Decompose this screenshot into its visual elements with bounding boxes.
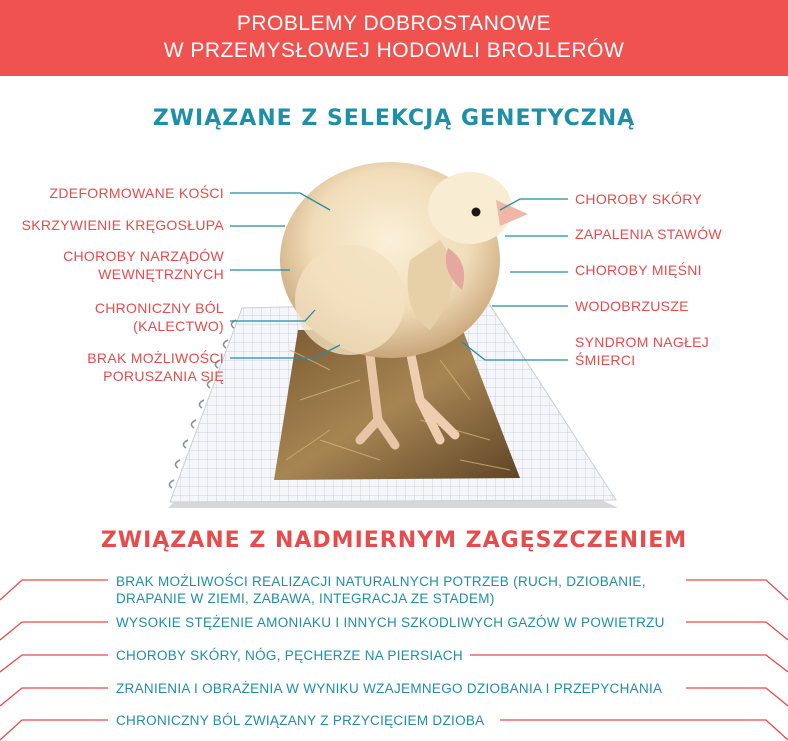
label-line: (KALECTWO) (133, 318, 224, 334)
left-label-spine-curvature (22, 216, 224, 234)
right-label-muscle-diseases (575, 261, 702, 279)
item-line: CHOROBY SKÓRY, NÓG, PĘCHERZE NA PIERSIACH (116, 648, 463, 663)
connector-right-1 (500, 199, 568, 210)
density-item-ammonia (116, 614, 665, 631)
density-line-right-3 (470, 655, 788, 672)
header-title-line-2: W PRZEMYSŁOWEJ HODOWLI BROJLERÓW (163, 39, 625, 62)
label-line: ZDEFORMOWANE KOŚCI (49, 185, 224, 201)
density-line-right-4 (686, 688, 788, 706)
density-line-right-5 (500, 720, 788, 740)
density-item-injuries (116, 680, 662, 697)
label-line: CHOROBY MIĘŚNI (575, 262, 702, 278)
right-label-ascites (575, 297, 689, 315)
density-line-left-4 (0, 688, 108, 706)
label-line: BRAK MOŻLIWOŚCI (87, 350, 224, 366)
density-line-left-1 (0, 580, 108, 600)
left-label-immobility (87, 349, 224, 385)
item-line: ZRANIENIA I OBRAŻENIA W WYNIKU WZAJEMNEGO DZIOBANIA I PRZEPYCHANIA (116, 681, 663, 696)
label-line: ŚMIERCI (575, 352, 636, 368)
left-label-deformed-bones (50, 184, 224, 202)
label-line: WEWNĘTRZNYCH (98, 266, 224, 282)
density-line-left-2 (0, 622, 108, 640)
connector-left-1 (230, 193, 330, 210)
label-line: CHRONICZNY BÓL (94, 300, 224, 316)
density-line-right-1 (686, 580, 788, 600)
density-section-title: ZWIĄZANE Z NADMIERNYM ZAGĘSZCZENIEM (100, 528, 688, 553)
label-line: ZAPALENIA STAWÓW (575, 226, 722, 242)
density-line-right-2 (686, 622, 788, 640)
label-line: WODOBRZUSZE (575, 298, 689, 314)
label-line: SYNDROM NAGŁEJ (575, 334, 710, 350)
right-label-skin-diseases (575, 190, 702, 208)
connector-left-4 (230, 310, 315, 321)
density-item-skin-legs-blisters (116, 647, 463, 664)
item-line: BRAK MOŻLIWOŚCI REALIZACJI NATURALNYCH POTRZEB (RUCH, DZIOBANIE, (116, 574, 646, 589)
genetic-section-title: ZWIĄZANE Z SELEKCJĄ GENETYCZNĄ (152, 106, 636, 131)
density-item-beak-trimming-pain (116, 712, 484, 729)
label-line: CHOROBY NARZĄDÓW (63, 248, 224, 264)
left-label-chronic-pain (95, 299, 224, 335)
connector-left-5 (230, 345, 340, 358)
item-line: CHRONICZNY BÓL ZWIĄZANY Z PRZYCIĘCIEM DZIOBA (116, 713, 485, 728)
connector-right-5 (462, 342, 568, 360)
density-line-left-3 (0, 655, 108, 672)
item-line: WYSOKIE STĘŻENIE AMONIAKU I INNYCH SZKODLIWYCH GAZÓW W POWIETRZU (116, 615, 665, 630)
density-item-natural-needs (116, 573, 646, 607)
label-line: SKRZYWIENIE KRĘGOSŁUPA (21, 217, 224, 233)
right-label-sudden-death (575, 333, 709, 369)
item-line: DRAPANIE W ZIEMI, ZABAWA, INTEGRACJA ZE STADEM) (116, 591, 495, 606)
right-label-joint-inflammation (575, 225, 722, 243)
density-line-left-5 (0, 720, 108, 740)
label-line: CHOROBY SKÓRY (575, 191, 703, 207)
left-label-internal-organs (63, 247, 224, 283)
header-title-line-1: PROBLEMY DOBROSTANOWE (236, 12, 552, 35)
label-line: PORUSZANIA SIĘ (103, 368, 224, 384)
